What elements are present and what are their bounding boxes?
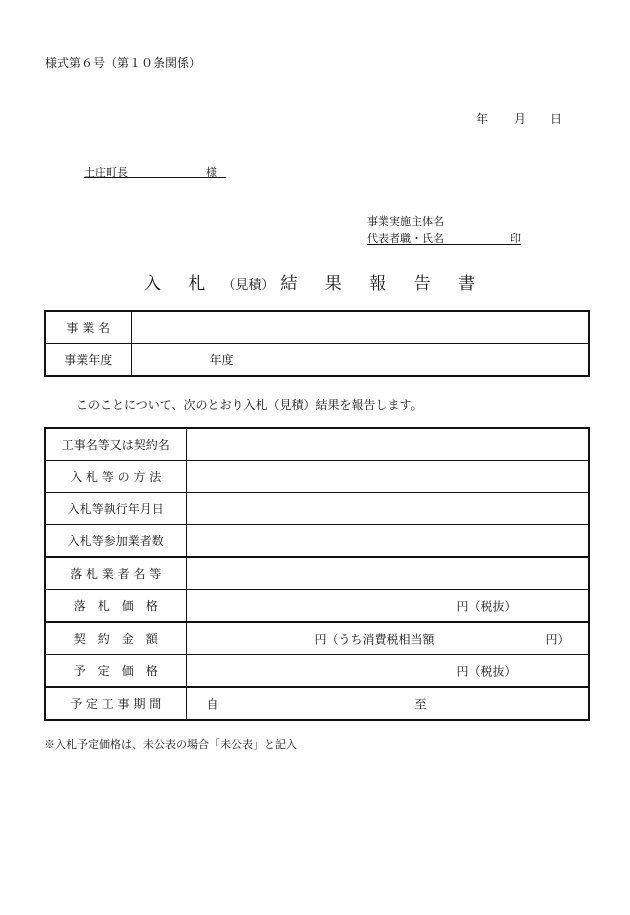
winning-price-field[interactable]	[186, 590, 589, 623]
table-row	[45, 622, 589, 655]
table-row	[45, 590, 589, 623]
table-row	[45, 311, 589, 344]
planned-price-unit: 円（税抜）	[456, 664, 517, 678]
addressee-honorific: 様	[206, 166, 217, 179]
year-suffix: 年度	[209, 353, 234, 367]
table-row	[45, 525, 589, 558]
project-table	[44, 310, 590, 377]
project-name-field[interactable]	[131, 311, 589, 344]
footnote: ※入札予定価格は、未公表の場合「未公表」と記入	[44, 738, 297, 751]
contract-amount-unit: 円（うち消費税相当額	[314, 632, 435, 646]
contract-amount-field[interactable]	[186, 622, 589, 655]
addressee-line	[84, 164, 226, 178]
winning-price-label: 落 札 価 格	[45, 590, 186, 623]
bid-method-field[interactable]	[186, 461, 589, 493]
table-row	[45, 493, 589, 525]
date-day-label: 日	[550, 112, 563, 126]
representative-label: 代表者職・氏名	[367, 232, 444, 245]
title-paren: （見積）	[222, 278, 275, 293]
winning-price-unit: 円（税抜）	[456, 599, 517, 613]
table-row	[45, 557, 589, 590]
planned-price-field[interactable]	[186, 655, 589, 688]
date-year-label: 年	[476, 112, 489, 126]
representative-line	[367, 230, 521, 245]
project-year-label: 事業年度	[45, 344, 131, 377]
winning-bidder-label: 落 札 業 者 名 等	[45, 557, 186, 590]
table-row	[45, 655, 589, 688]
bid-date-field[interactable]	[186, 493, 589, 525]
project-name-label: 事 業 名	[45, 311, 131, 344]
period-to: 至	[414, 697, 427, 711]
winning-bidder-field[interactable]	[186, 557, 589, 590]
construction-period-field[interactable]	[186, 687, 589, 720]
result-table	[44, 427, 590, 721]
bidder-count-field[interactable]	[186, 525, 589, 558]
contract-name-field[interactable]	[186, 428, 589, 461]
project-year-field[interactable]	[131, 344, 589, 377]
title-part-2: 結 果 報 告 書	[280, 274, 487, 294]
document-title	[0, 269, 630, 294]
bidder-count-label: 入札等参加業者数	[45, 525, 186, 558]
period-from: 自	[206, 697, 219, 711]
contract-amount-label: 契 約 金 額	[45, 622, 186, 655]
seal-mark: 印	[510, 232, 521, 245]
table-row	[45, 344, 589, 377]
addressee-name: 土庄町長	[84, 166, 128, 179]
bid-method-label: 入 札 等 の 方 法	[45, 461, 186, 493]
table-row	[45, 461, 589, 493]
contract-name-label: 工事名等又は契約名	[45, 428, 186, 461]
contract-tax-close: 円）	[545, 632, 570, 646]
date-month-label: 月	[514, 112, 527, 126]
table-row	[45, 428, 589, 461]
construction-period-label: 予 定 工 事 期 間	[45, 687, 186, 720]
table-row	[45, 687, 589, 720]
planned-price-label: 予 定 価 格	[45, 655, 186, 688]
report-sentence: このことについて、次のとおり入札（見積）結果を報告します。	[76, 398, 423, 412]
title-part-1: 入 札	[143, 274, 217, 294]
form-number: 様式第６号（第１０条関係）	[45, 56, 202, 70]
applicant-label: 事業実施主体名	[367, 215, 444, 228]
bid-date-label: 入札等執行年月日	[45, 493, 186, 525]
